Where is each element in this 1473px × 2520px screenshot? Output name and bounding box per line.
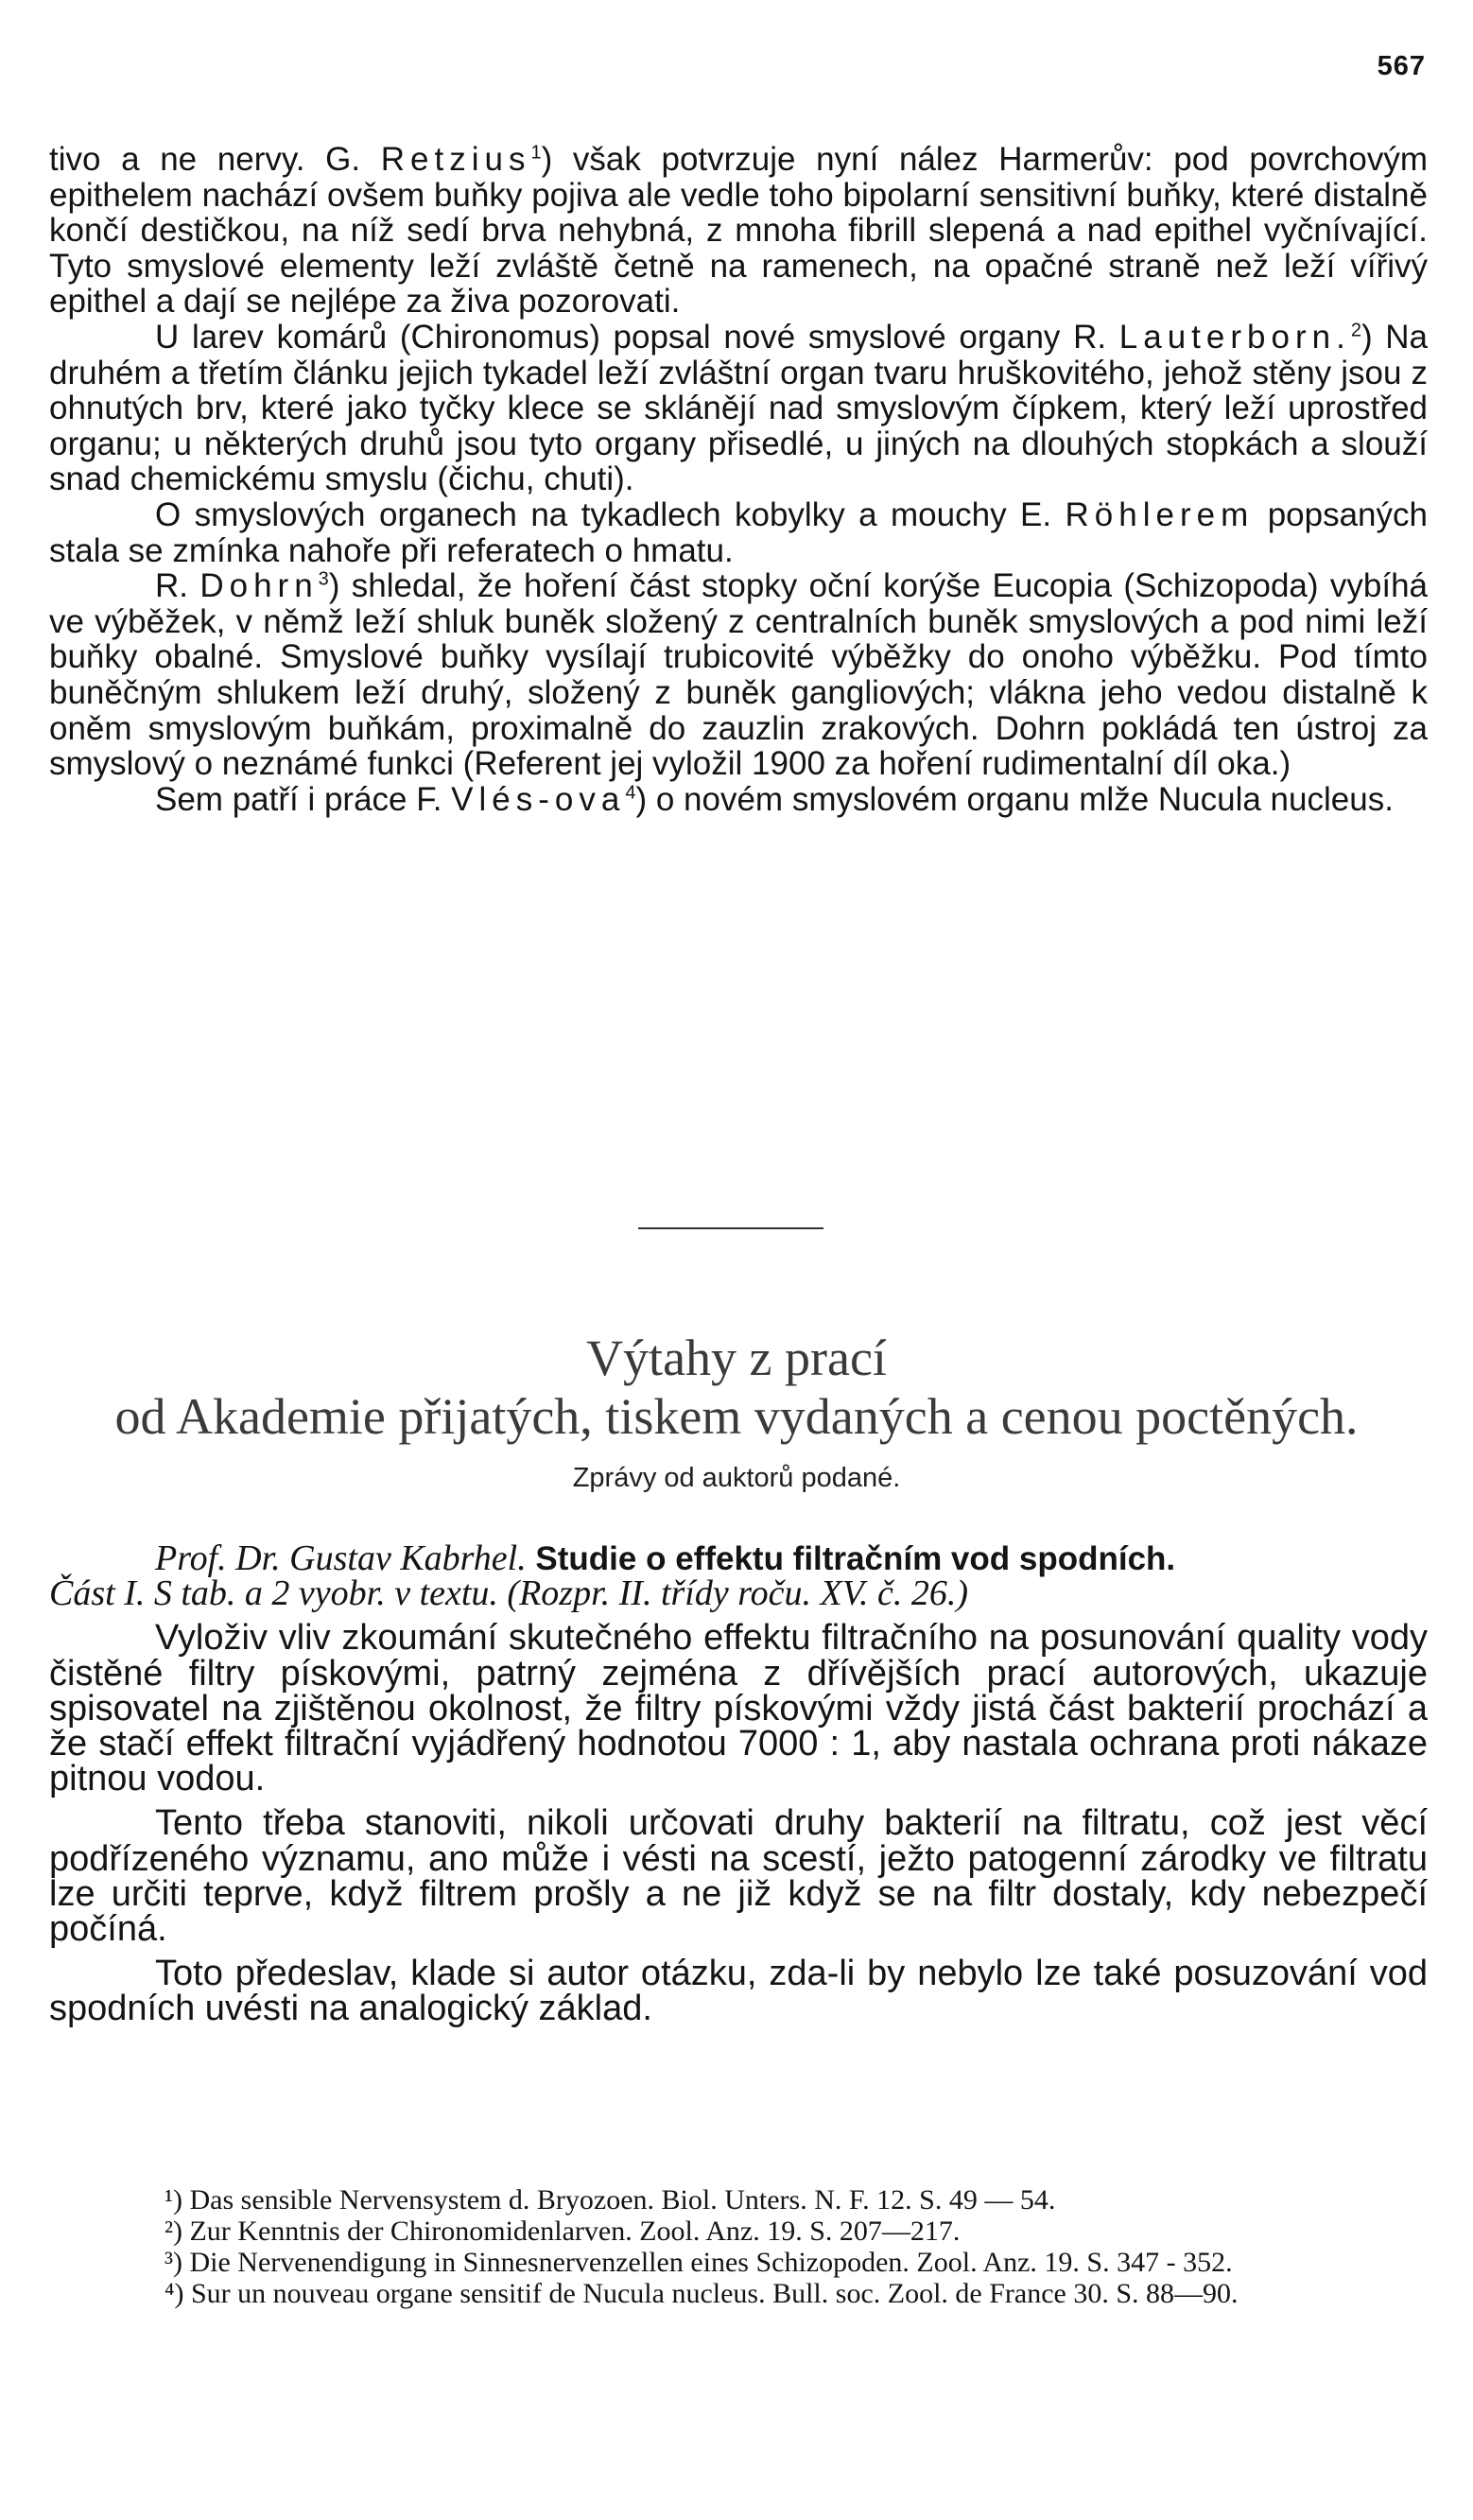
footnote-3 xyxy=(49,2247,1428,2278)
text-run: ) však potvrzuje nyní nález Harmerův: pod povrchovým epithelem nachází ovšem buňky pojiva ale vedle toho bipolarní sensitivní buňky, které distalně končí destičkou, na níž sedí brva nehybná, z mnoha fibrill slepená a nad epithel vyčnívající. Tyto smyslové elementy leží zvláště četně na ramenech, na opačné straně než leží vířivý epithel a dají se nejlépe za živa pozorovati. xyxy=(49,141,1428,321)
text-run: popsaných stala se zmínka nahoře při referatech o hmatu. xyxy=(49,495,1428,569)
article-paragraph-3: Toto předeslav, klade si autor otázku, zda-li by nebylo lze také posuzování vod spodních uvésti na analogický základ. xyxy=(49,1954,1428,2029)
footnote-mark: ⁴) xyxy=(165,2278,184,2309)
text-run: Sem patří i práce F. xyxy=(155,780,452,818)
footnotes xyxy=(49,2184,1428,2309)
heading-line-2: od Akademie přijatých, tiskem vydaných a cenou poctěných. xyxy=(114,1388,1359,1445)
footnote-4 xyxy=(49,2278,1428,2309)
article-header xyxy=(49,1538,1428,1578)
paragraph-retzius xyxy=(49,142,1428,320)
article-paragraph-1: Vyloživ vliv zkoumání skutečného effektu filtračního na posunování quality vody čistěné filtry pískovými, patrný zejména z dřívějších prací autorových, ukazuje spisovatel na zjištěnou okolnost, že filtry pískovými vždy jistá část bakterií prochází a že stačí effekt filtrační vyjádřený hodnotou 7000 : 1, aby nastala ochrana proti nákaze pitnou vodou. xyxy=(49,1618,1428,1799)
footnote-ref-4: 4 xyxy=(625,782,636,804)
footnote-mark: ³) xyxy=(165,2247,182,2278)
page-number: 567 xyxy=(1377,51,1426,81)
footnote-2 xyxy=(49,2216,1428,2247)
article-reference xyxy=(49,1573,1428,1614)
text-run: ) Na druhém a třetím článku jejich tykadel leží zvláštní organ tvaru hruškovitého, jehož stěny jsou z ohnutých brv, které jako tyčky klece se sklánějí nad smyslovým čípkem, který leží uprostřed organu; u některých druhů jsou tyto organy přisedlé, u jiných na dlouhých stopkách a slouží snad chemickému smyslu (čichu, chuti). xyxy=(49,318,1429,498)
text-run: ) o novém smyslovém organu mlže Nucula nucleus. xyxy=(635,780,1394,818)
text-run: U larev komárů (Chironomus) popsal nové smyslové organy R. xyxy=(155,318,1119,356)
author-name-retzius: Retzius xyxy=(380,141,531,178)
author-name-lauterborn: Lauterborn. xyxy=(1118,318,1351,356)
footnote-ref-2: 2 xyxy=(1350,320,1361,341)
paragraph-vles xyxy=(49,782,1428,818)
footnote-text: Sur un nouveau organe sensitif de Nucula nucleus. Bull. soc. Zool. de France 30. S. 88—90. xyxy=(183,2278,1239,2309)
article-author: Prof. Dr. Gustav Kabrhel. xyxy=(155,1538,527,1578)
footnote-ref-3: 3 xyxy=(318,568,329,590)
text-run: Část I. S tab. a 2 vyobr. v textu. (Rozpr. II. třídy roču. XV. č. 26.) xyxy=(49,1573,969,1614)
footnote-ref-1: 1 xyxy=(530,142,542,164)
footnote-text: Die Nervenendigung in Sinnesnervenzellen eines Schizopoden. Zool. Anz. 19. S. 347 - 352. xyxy=(182,2247,1233,2278)
footnote-1 xyxy=(49,2184,1428,2216)
author-name-dohrn: Dohrn xyxy=(199,567,319,605)
section-divider xyxy=(638,1227,823,1229)
article-title: Studie o effektu filtračním vod spodních. xyxy=(526,1540,1176,1577)
footnote-text: Das sensible Nervensystem d. Bryozoen. Biol. Unters. N. F. 12. S. 49 — 54. xyxy=(182,2184,1056,2216)
continued-text xyxy=(49,142,1428,817)
text-run: tivo a ne nervy. G. xyxy=(49,141,381,178)
article-paragraph-2: Tento třeba stanoviti, nikoli určovati druhy bakterií na filtratu, což jest věcí podřízeného významu, ano může i vésti na scestí, ježto patogenní zárodky ve filtratu lze určiti teprve, když filtrem prošly a ne již když se na filtr dostaly, kdy nebezpečí počíná. xyxy=(49,1803,1428,1950)
section-heading xyxy=(0,1329,1473,1497)
text-run: R. xyxy=(155,567,200,605)
footnote-text: Zur Kenntnis der Chironomidenlarven. Zool. Anz. 19. S. 207—217. xyxy=(182,2216,961,2247)
paragraph-rohler xyxy=(49,497,1428,568)
article xyxy=(49,1538,1428,2029)
text-run: O smyslových organech na tykadlech kobylky a mouchy E. xyxy=(155,495,1066,533)
paragraph-lauterborn xyxy=(49,320,1428,497)
footnote-mark: ²) xyxy=(165,2216,182,2247)
heading-line-1: Výtahy z prací xyxy=(586,1330,887,1386)
heading-subtitle: Zprávy od auktorů podané. xyxy=(572,1463,901,1493)
author-name-vles: Vlés-ova xyxy=(451,780,626,818)
author-name-rohler: Röhlerem xyxy=(1065,495,1255,533)
footnote-mark: ¹) xyxy=(165,2184,182,2216)
text-run: ) shledal, že hoření část stopky oční korýše Eucopia (Schizopoda) vybíhá ve výběžek, v němž leží shluk buněk složený z centralních buněk smyslových a pod nimi leží buňky obalné. Smyslové buňky vysílají trubicovité výběžky do onoho výběžku. Pod tímto buněčným shlukem leží druhý, složený z buněk gangliových; vlákna jeho vedou distalně k oněm smyslovým buňkám, proximalně do zauzlin zrakových. Dohrn pokládá ten ústroj za smyslový o neznámé funkci (Referent jej vyložil 1900 za hoření rudimentalní díl oka.) xyxy=(49,567,1428,783)
paragraph-dohrn xyxy=(49,568,1428,782)
